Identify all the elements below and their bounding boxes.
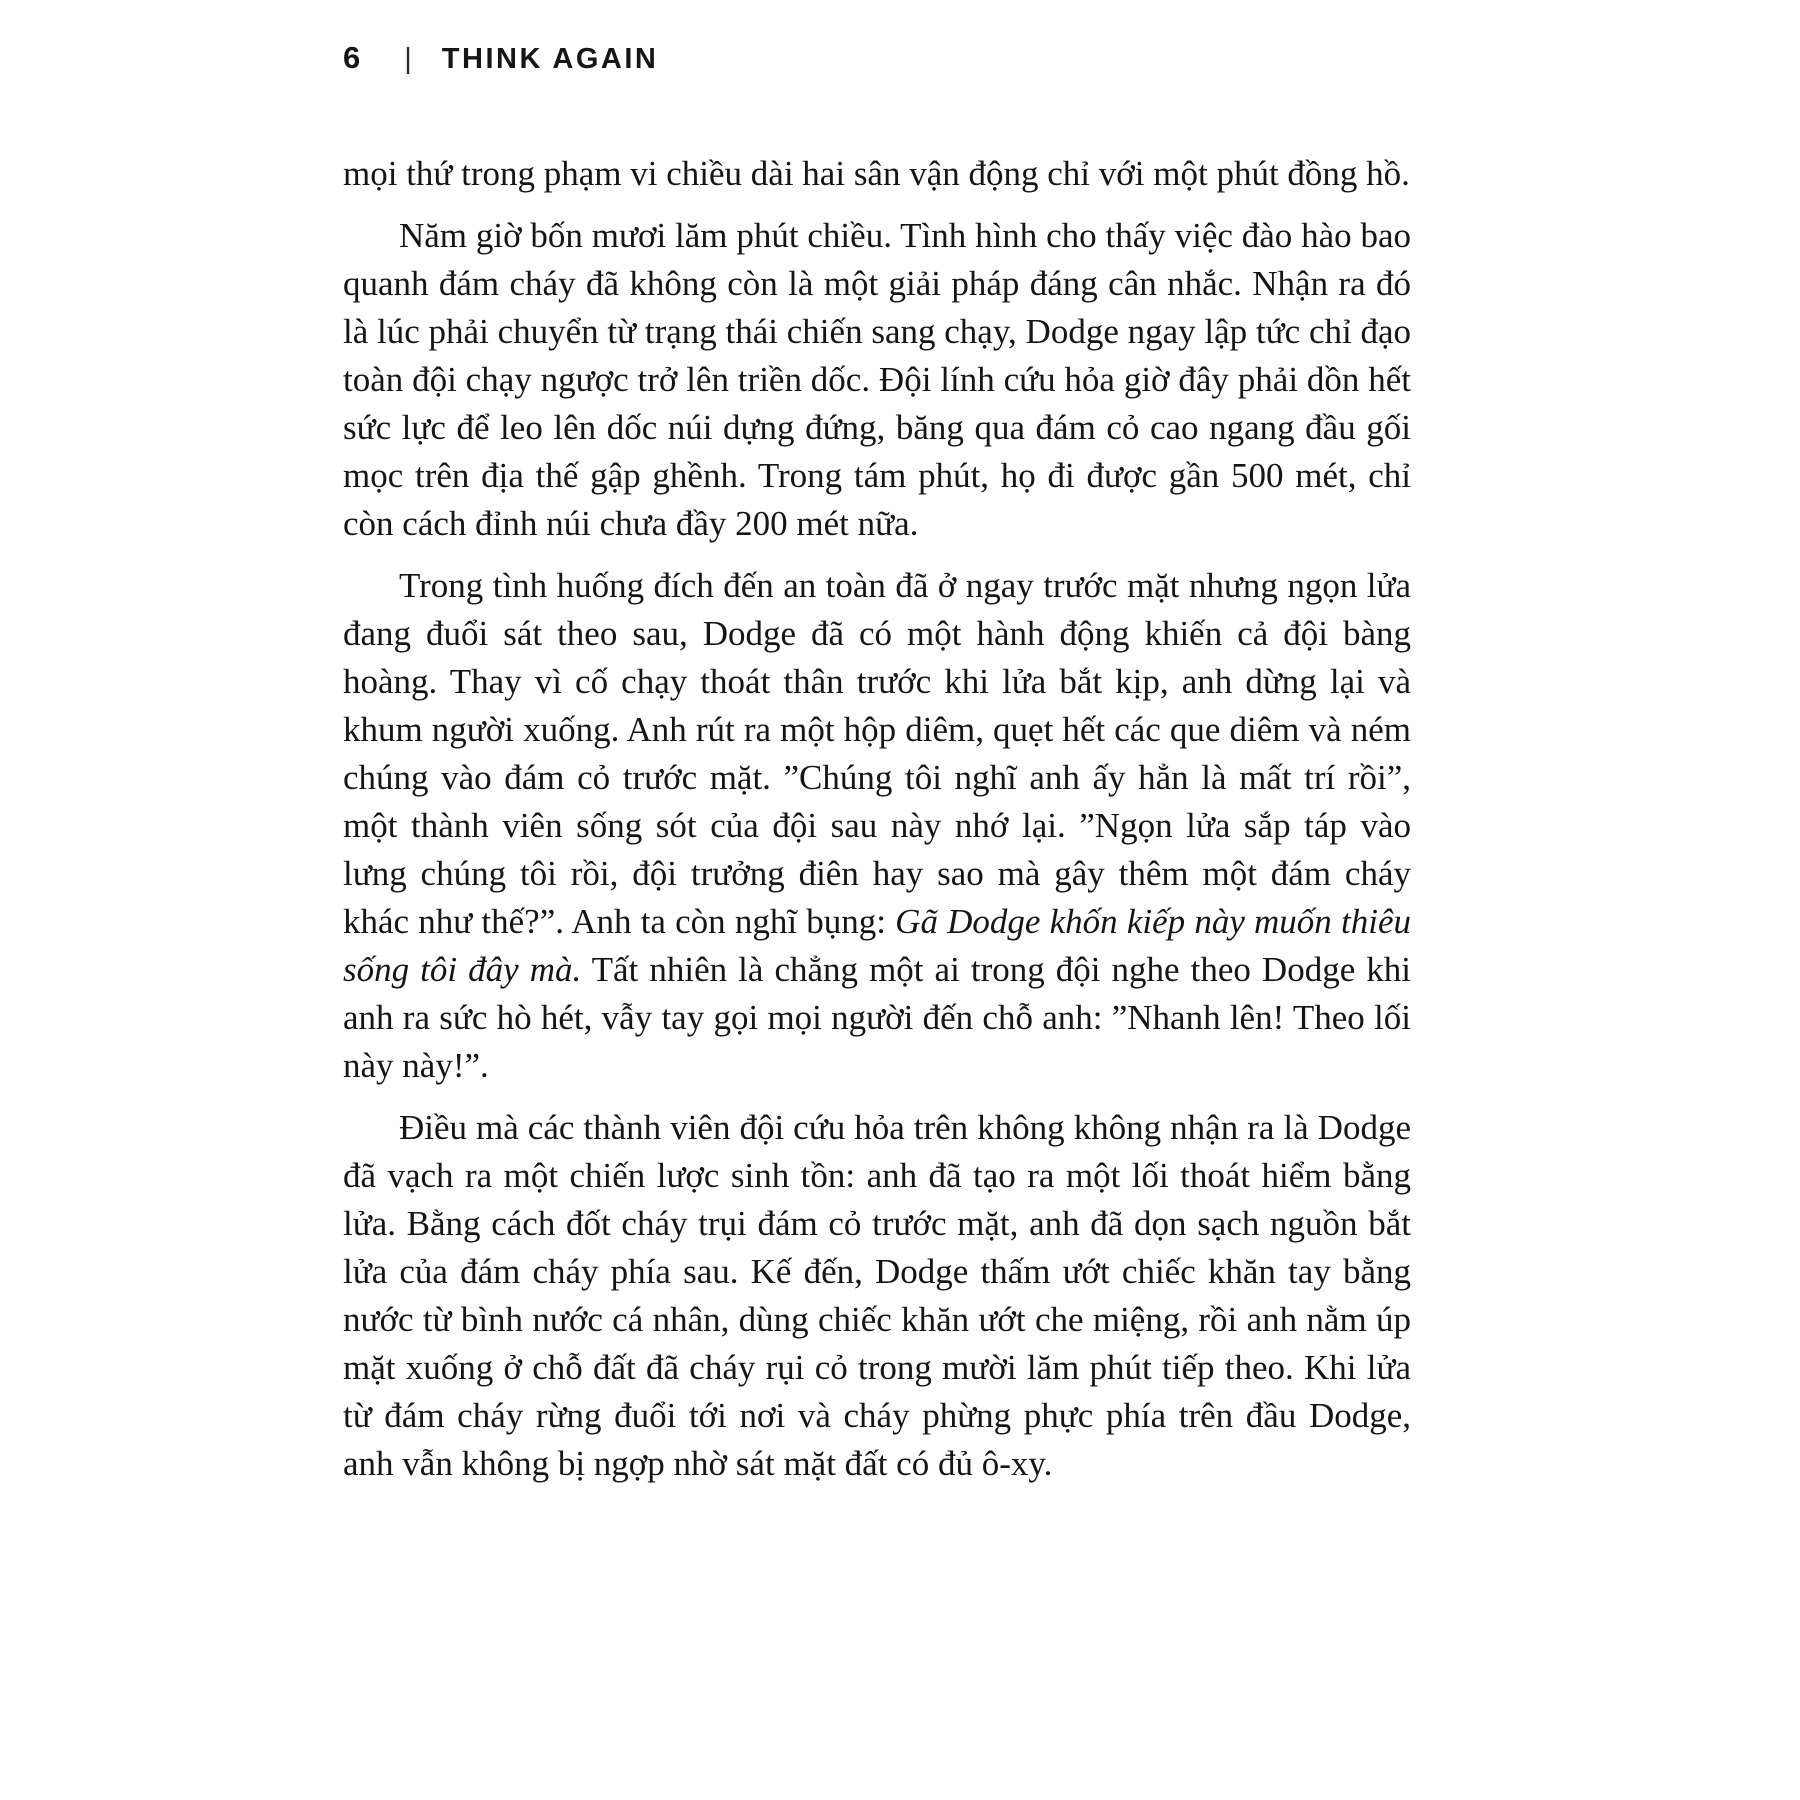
page-number: 6 bbox=[343, 40, 361, 75]
paragraph bbox=[343, 150, 1411, 198]
paragraph bbox=[343, 212, 1411, 548]
body-text-segment: Trong tình huống đích đến an toàn đã ở ngay trước mặt nhưng ngọn lửa đang đuổi sát theo sau, Dodge đã có một hành động khiến cả đội bàng hoàng. Thay vì cố chạy thoát thân trước khi lửa bắt kịp, anh dừng lại và khum người xuống. Anh rút ra một hộp diêm, quẹt hết các que diêm và ném chúng vào đám cỏ trước mặt. ”Chúng tôi nghĩ anh ấy hẳn là mất trí rồi”, một thành viên sống sót của đội sau này nhớ lại. ”Ngọn lửa sắp táp vào lưng chúng tôi rồi, đội trưởng điên hay sao mà gây thêm một đám cháy khác như thế?”. Anh ta còn nghĩ bụng: bbox=[343, 566, 1411, 941]
paragraph bbox=[343, 562, 1411, 1090]
body-text-segment: mọi thứ trong phạm vi chiều dài hai sân vận động chỉ với một phút đồng hồ. bbox=[343, 154, 1410, 193]
body-text-segment: Điều mà các thành viên đội cứu hỏa trên không không nhận ra là Dodge đã vạch ra một chiến lược sinh tồn: anh đã tạo ra một lối thoát hiểm bằng lửa. Bằng cách đốt cháy trụi đám cỏ trước mặt, anh đã dọn sạch nguồn bắt lửa của đám cháy phía sau. Kế đến, Dodge thấm ướt chiếc khăn tay bằng nước từ bình nước cá nhân, dùng chiếc khăn ướt che miệng, rồi anh nằm úp mặt xuống ở chỗ đất đã cháy rụi cỏ trong mười lăm phút tiếp theo. Khi lửa từ đám cháy rừng đuổi tới nơi và cháy phừng phực phía trên đầu Dodge, anh vẫn không bị ngợp nhờ sát mặt đất có đủ ô-xy. bbox=[343, 1108, 1411, 1483]
body-text-segment: Năm giờ bốn mươi lăm phút chiều. Tình hình cho thấy việc đào hào bao quanh đám cháy đã không còn là một giải pháp đáng cân nhắc. Nhận ra đó là lúc phải chuyển từ trạng thái chiến sang chạy, Dodge ngay lập tức chỉ đạo toàn đội chạy ngược trở lên triền dốc. Đội lính cứu hỏa giờ đây phải dồn hết sức lực để leo lên dốc núi dựng đứng, băng qua đám cỏ cao ngang đầu gối mọc trên địa thế gập ghềnh. Trong tám phút, họ đi được gần 500 mét, chỉ còn cách đỉnh núi chưa đầy 200 mét nữa. bbox=[343, 216, 1411, 543]
book-title: THINK AGAIN bbox=[441, 43, 659, 75]
body-text-segment: Tất nhiên là chẳng một ai trong đội nghe theo Dodge khi anh ra sức hò hét, vẫy tay gọi mọi người đến chỗ anh: ”Nhanh lên! Theo lối này này!”. bbox=[343, 950, 1411, 1085]
paragraph bbox=[343, 1104, 1411, 1488]
italic-text-segment: Gã Dodge khốn kiếp này muốn thiêu sống tôi đây mà. bbox=[343, 902, 1411, 989]
page-header bbox=[343, 40, 658, 76]
page-body bbox=[343, 150, 1411, 1502]
header-separator: | bbox=[404, 43, 412, 75]
